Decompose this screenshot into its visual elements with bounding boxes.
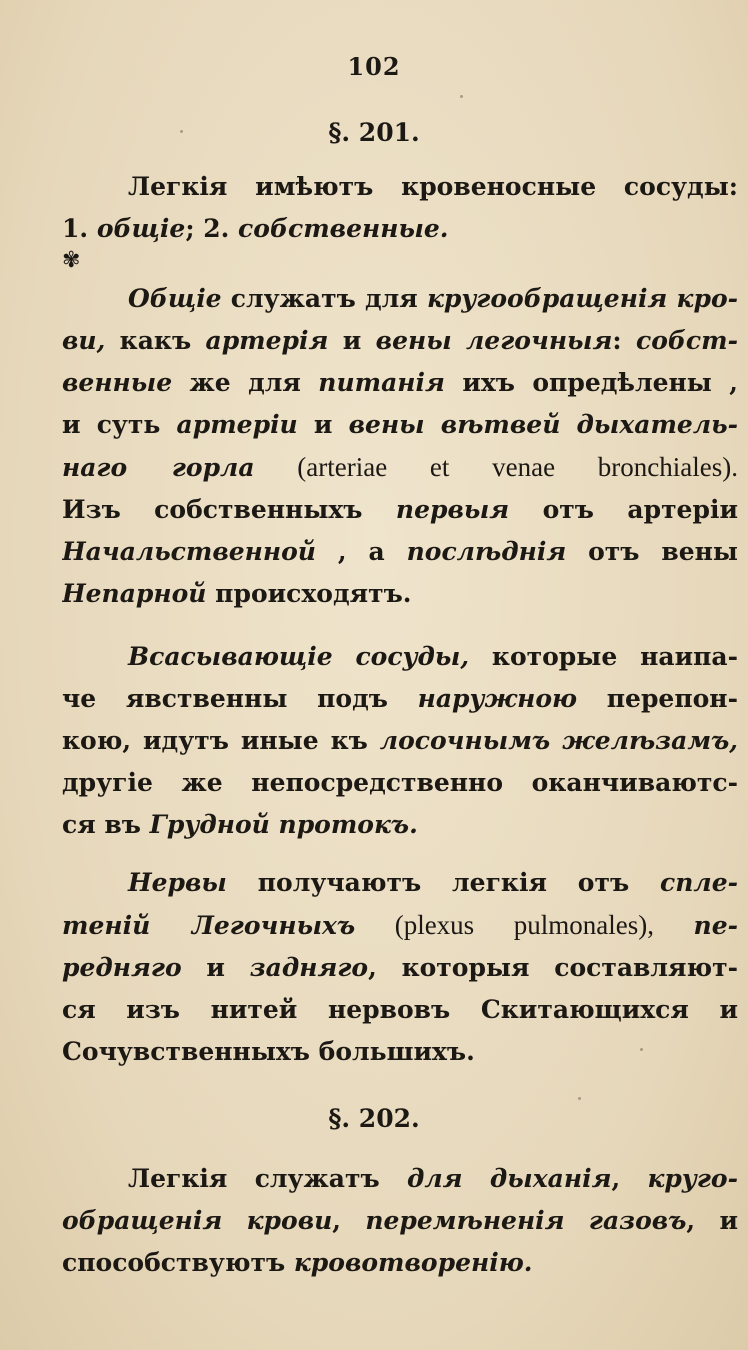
italic-term: собст- xyxy=(635,326,738,355)
paper-speck xyxy=(578,1097,581,1100)
italic-term: послѣднія xyxy=(406,537,567,566)
text-span: другіе же непосредственно оканчиваютс- xyxy=(62,768,738,797)
italic-term: питанія xyxy=(318,368,445,397)
italic-term: редняго xyxy=(62,953,182,982)
text-line xyxy=(62,573,738,615)
text-span: и xyxy=(181,953,250,982)
italic-term: круго- xyxy=(647,1164,738,1193)
text-line xyxy=(62,362,738,404)
paragraph-vessels xyxy=(62,166,738,250)
text-span: Сочувственныхъ большихъ. xyxy=(62,1037,475,1066)
italic-term: наружною xyxy=(417,684,578,713)
text-line xyxy=(62,404,738,446)
italic-term: общіе xyxy=(96,214,186,243)
text-line xyxy=(62,804,738,846)
text-line xyxy=(62,320,738,362)
latin-text: (arteriae et venae bronchiales). xyxy=(254,452,738,482)
text-span: отъ артеріи xyxy=(509,495,738,524)
italic-term: Общіе xyxy=(128,284,222,313)
text-line xyxy=(62,762,738,804)
text-line xyxy=(62,208,738,250)
text-span: че явственны подъ xyxy=(62,684,418,713)
text-span: Легкія имѣютъ кровеносные сосуды: xyxy=(128,172,738,201)
text-span: которые наипа- xyxy=(469,642,738,671)
paper-speck xyxy=(180,130,183,133)
text-span: какъ xyxy=(105,326,206,355)
italic-term: артеріи xyxy=(176,410,298,439)
italic-term: наго горла xyxy=(62,453,255,482)
italic-term: собственные. xyxy=(238,214,449,243)
text-span: , xyxy=(332,1206,366,1235)
text-span: ся въ xyxy=(62,810,150,839)
italic-term: кругообращенія кро- xyxy=(426,284,738,313)
italic-term: для дыханія xyxy=(407,1164,612,1193)
text-line xyxy=(62,1242,738,1284)
italic-term: пе- xyxy=(693,911,738,940)
text-span: 1. xyxy=(62,214,97,243)
ornament-icon: ✾ xyxy=(62,248,81,273)
text-span: ихъ опредѣлены , xyxy=(444,368,738,397)
text-line xyxy=(62,904,738,947)
text-span: Изъ собственныхъ xyxy=(62,495,396,524)
text-line xyxy=(62,947,738,989)
italic-term: артерія xyxy=(205,326,329,355)
text-span: происходятъ. xyxy=(206,579,412,608)
italic-term: вены легочныя xyxy=(375,326,613,355)
page-number: 102 xyxy=(347,52,401,81)
text-span: , а xyxy=(315,537,407,566)
italic-term: вены вѣтвей дыхатель- xyxy=(348,410,738,439)
italic-term: ви, xyxy=(62,326,106,355)
text-span: , и xyxy=(686,1206,738,1235)
italic-term: Начальственной xyxy=(62,537,316,566)
italic-term: спле- xyxy=(660,868,738,897)
text-line xyxy=(62,446,738,489)
section-heading-201: §. 201. xyxy=(328,118,420,147)
text-span: получаютъ легкія отъ xyxy=(226,868,661,897)
paragraph-function xyxy=(62,1158,738,1284)
text-line xyxy=(62,678,738,720)
italic-term: теній Легочныхъ xyxy=(62,911,356,940)
text-span: ; 2. xyxy=(185,214,239,243)
text-span: отъ вены xyxy=(566,537,738,566)
italic-term: Всасывающіе сосуды, xyxy=(128,642,470,671)
text-span: служатъ для xyxy=(221,284,427,313)
text-span: кою, идутъ иные къ xyxy=(62,726,380,755)
text-line xyxy=(62,989,738,1031)
text-span: и xyxy=(328,326,376,355)
paper-speck xyxy=(460,95,463,98)
text-line xyxy=(62,1200,738,1242)
italic-term: кровотворенію. xyxy=(293,1248,533,1277)
italic-term: Нервы xyxy=(128,868,227,897)
italic-term: венные xyxy=(62,368,173,397)
text-line xyxy=(62,720,738,762)
section-heading-202: §. 202. xyxy=(328,1104,420,1133)
text-span: ся изъ нитей нервовъ Скитающихся и xyxy=(62,995,738,1024)
italic-term: задняго xyxy=(249,953,369,982)
latin-text: (plexus pulmonales), xyxy=(355,910,694,940)
text-line xyxy=(62,489,738,531)
italic-term: перемѣненія газовъ xyxy=(365,1206,687,1235)
text-line xyxy=(62,1158,738,1200)
paragraph-common-vessels xyxy=(62,278,738,615)
text-line xyxy=(62,862,738,904)
text-line xyxy=(62,1031,738,1073)
text-line xyxy=(62,278,738,320)
italic-term: лосочнымъ желѣзамъ, xyxy=(379,726,738,755)
text-span: и xyxy=(297,410,349,439)
italic-term: первыя xyxy=(395,495,510,524)
text-line xyxy=(62,166,738,208)
text-span: Легкія служатъ xyxy=(128,1164,407,1193)
text-span: перепон- xyxy=(577,684,738,713)
text-line xyxy=(62,636,738,678)
text-span: и суть xyxy=(62,410,177,439)
text-span: способствуютъ xyxy=(62,1248,294,1277)
text-line xyxy=(62,531,738,573)
paragraph-lymph-vessels xyxy=(62,636,738,846)
italic-term: Непарной xyxy=(62,579,207,608)
italic-term: обращенія крови xyxy=(62,1206,333,1235)
paragraph-nerves xyxy=(62,862,738,1073)
text-span: , xyxy=(611,1164,648,1193)
italic-term: Грудной протокъ. xyxy=(149,810,418,839)
text-span: : xyxy=(612,326,636,355)
text-span: же для xyxy=(172,368,319,397)
paper-speck xyxy=(640,1048,643,1051)
text-span: , которыя составляют- xyxy=(368,953,738,982)
